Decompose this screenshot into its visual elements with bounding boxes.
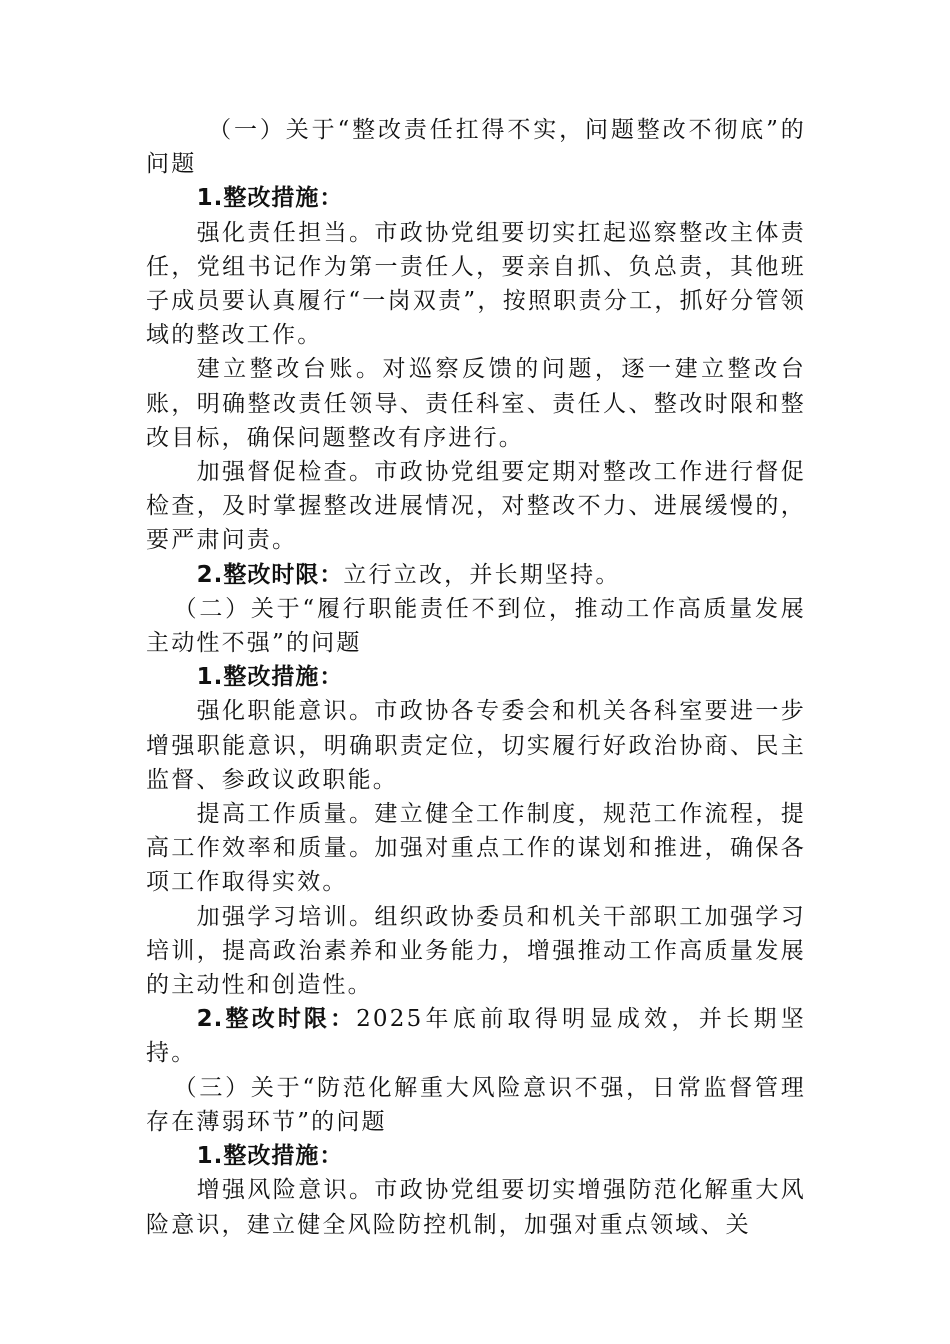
- section-1-deadline-label: 2.整改时限：: [196, 561, 344, 588]
- section-3-measures-label: 1.整改措施：: [196, 1143, 344, 1170]
- section-1-paragraph-1: 强化责任担当。市政协党组要切实扛起巡察整改主体责任，党组书记作为第一责任人，要亲自抓、负总责，其他班子成员要认真履行“一岗双责”，按照职责分工，抓好分管领域的整改工作。: [146, 219, 806, 349]
- section-2-measures-label: 1.整改措施：: [196, 664, 344, 691]
- section-2-measures-line: [146, 660, 806, 694]
- document-body: [146, 113, 806, 1242]
- section-1-measures-line: [146, 181, 806, 215]
- section-2-heading: （二）关于“履行职能责任不到位，推动工作高质量发展主动性不强”的问题: [146, 595, 806, 657]
- section-2-paragraph-3: 加强学习培训。组织政协委员和机关干部职工加强学习培训，提高政治素养和业务能力，增强推动工作高质量发展的主动性和创造性。: [146, 903, 806, 999]
- section-2-deadline-label: 2.整改时限：: [196, 1006, 357, 1033]
- section-3-heading: （三）关于“防范化解重大风险意识不强，日常监督管理存在薄弱环节”的问题: [146, 1074, 806, 1135]
- section-3-paragraph-1: 增强风险意识。市政协党组要切实增强防范化解重大风险意识，建立健全风险防控机制，加强对重点领域、关: [146, 1177, 806, 1238]
- section-1-measures-label: 1.整改措施：: [196, 185, 344, 212]
- section-1-heading: （一）关于“整改责任扛得不实，问题整改不彻底”的问题: [146, 117, 806, 178]
- section-3-measures-line: [146, 1139, 806, 1173]
- section-1-deadline-line: [146, 558, 806, 592]
- section-1-paragraph-2: 建立整改台账。对巡察反馈的问题，逐一建立整改台账，明确整改责任领导、责任科室、责任人、整改时限和整改目标，确保问题整改有序进行。: [146, 356, 806, 451]
- section-2-deadline-line: [146, 1002, 806, 1070]
- section-2-deadline-text: 2025年底前取得明显成效，并长期坚持。: [146, 1006, 806, 1067]
- section-2-paragraph-2: 提高工作质量。建立健全工作制度，规范工作流程，提高工作效率和质量。加强对重点工作的谋划和推进，确保各项工作取得实效。: [146, 801, 806, 896]
- section-1-deadline-text: 立行立改，并长期坚持。: [343, 561, 621, 588]
- section-2-paragraph-1: 强化职能意识。市政协各专委会和机关各科室要进一步增强职能意识，明确职责定位，切实履行好政治协商、民主监督、参政议政职能。: [146, 698, 806, 793]
- section-1-paragraph-3: 加强督促检查。市政协党组要定期对整改工作进行督促检查，及时掌握整改进展情况，对整改不力、进展缓慢的，要严肃问责。: [146, 459, 806, 554]
